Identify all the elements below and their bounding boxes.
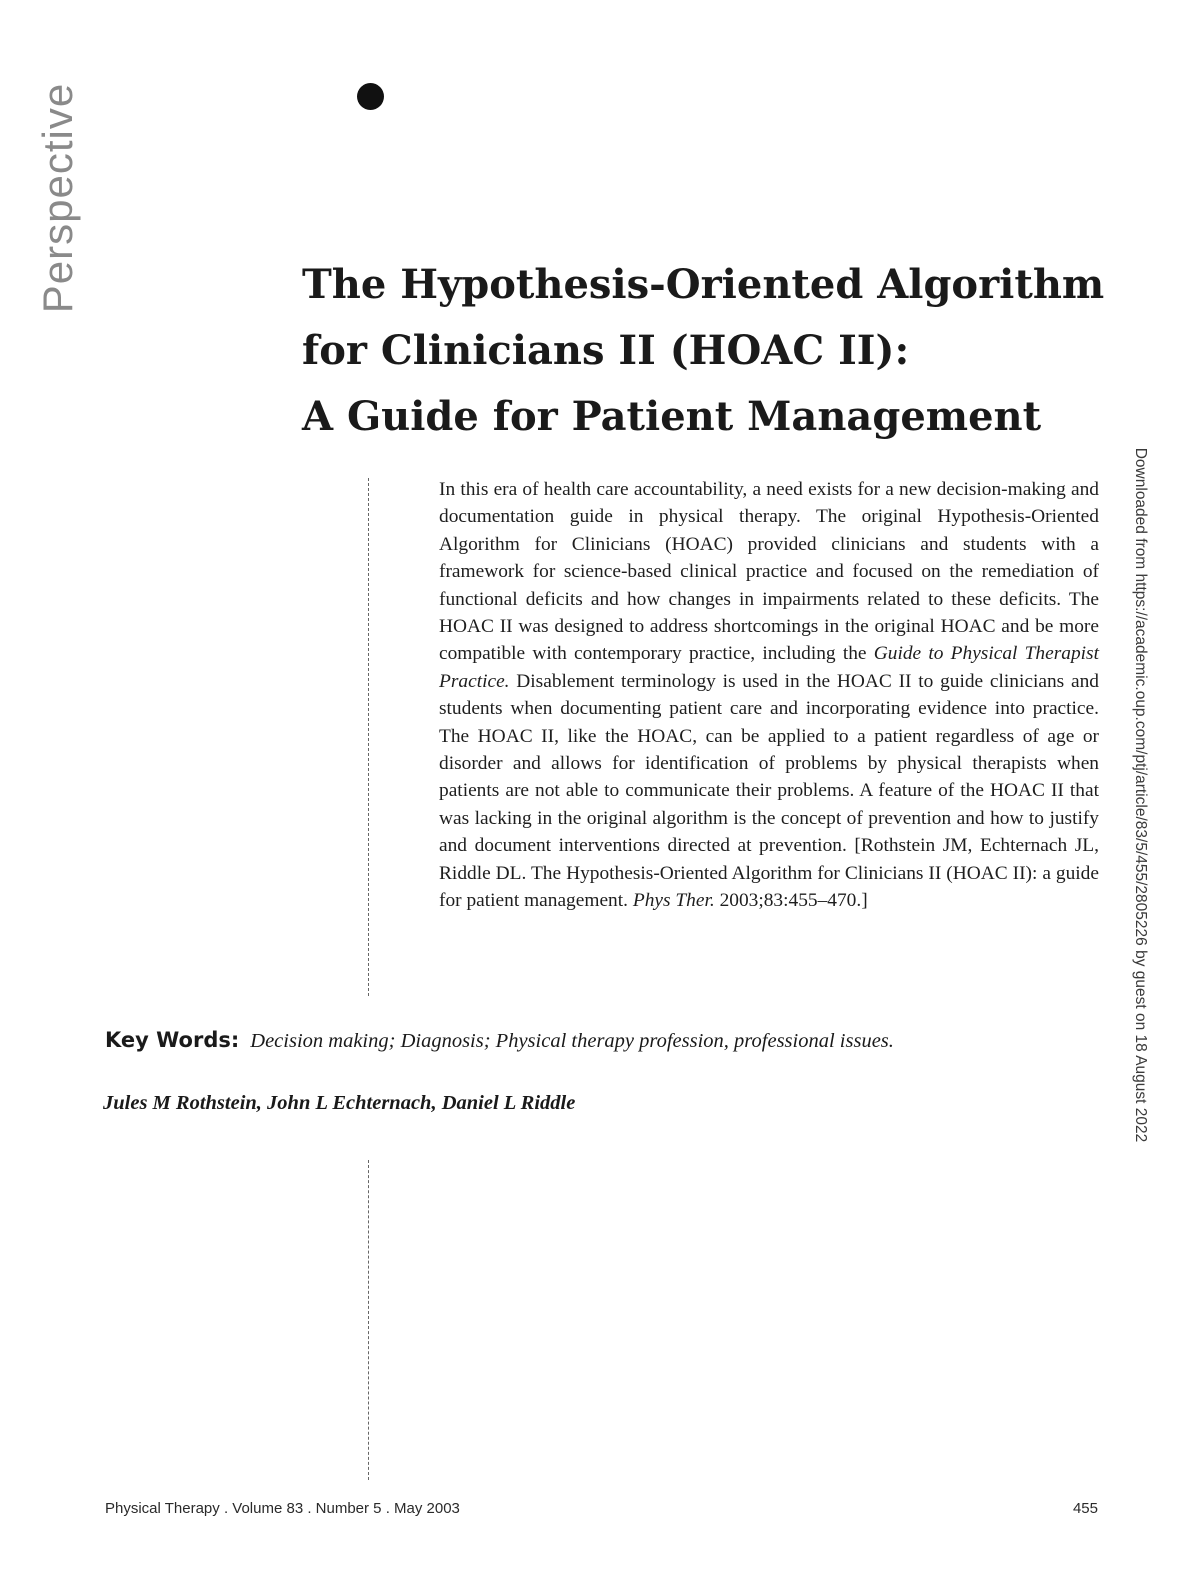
title-line-2: for Clinicians II (HOAC II): [302, 327, 910, 374]
footer-page-number: 455 [1072, 1500, 1098, 1517]
authors: Jules M Rothstein, John L Echternach, Daniel L Riddle [103, 1092, 576, 1114]
article-title [302, 252, 1162, 450]
keywords-label: Key Words: [105, 1028, 240, 1052]
title-line-1: The Hypothesis-Oriented Algorithm [302, 261, 1105, 308]
abstract-part-2: Disablement terminology is used in the HOAC II to guide clinicians and students when documenting patient care and incorporating evidence into practice. The HOAC II, like the HOAC, can be applied to a patient regardless of age or disorder and allows for identification of problems by physical therapists when patients are not able to communicate their problems. A feature of the HOAC II that was lacking in the original algorithm is the concept of prevention and how to justify and document interventions directed at prevention. [Rothstein JM, Echternach JL, Riddle DL. The Hypothesis-Oriented Algorithm for Clinicians II (HOAC II): a guide for patient management. [439, 670, 1099, 912]
download-note-text: Downloaded from https://academic.oup.com/ptj/article/83/5/455/2805226 by guest on 18 August 2022 [1132, 447, 1149, 1143]
abstract-guide-title: Guide to Physical Therapist Practice. [439, 643, 1099, 692]
keywords-text: Decision making; Diagnosis; Physical therapy profession, professional issues. [250, 1030, 894, 1052]
abstract [439, 476, 1099, 915]
abstract-part-3: 2003;83:455–470.] [714, 890, 868, 912]
bullet-icon [357, 83, 384, 110]
section-label-text: Perspective [34, 82, 81, 314]
title-line-3: A Guide for Patient Management [302, 393, 1042, 440]
dashed-divider-bottom [368, 1160, 369, 1480]
keywords [105, 1028, 1105, 1053]
dashed-divider-top [368, 478, 369, 996]
abstract-part-1: In this era of health care accountability, a need exists for a new decision-making and documentation guide in physical therapy. The original Hypothesis-Oriented Algorithm for Clinicians (HOAC) provided clinicians and students with a framework for science-based clinical practice and focused on the remediation of functional deficits and how changes in impairments related to these deficits. The HOAC II was designed to address shortcomings in the original HOAC and be more compatible with contemporary practice, including the [439, 479, 1099, 665]
footer-journal-info: Physical Therapy . Volume 83 . Number 5 . May 2003 [105, 1500, 460, 1517]
abstract-journal: Phys Ther. [632, 890, 715, 912]
